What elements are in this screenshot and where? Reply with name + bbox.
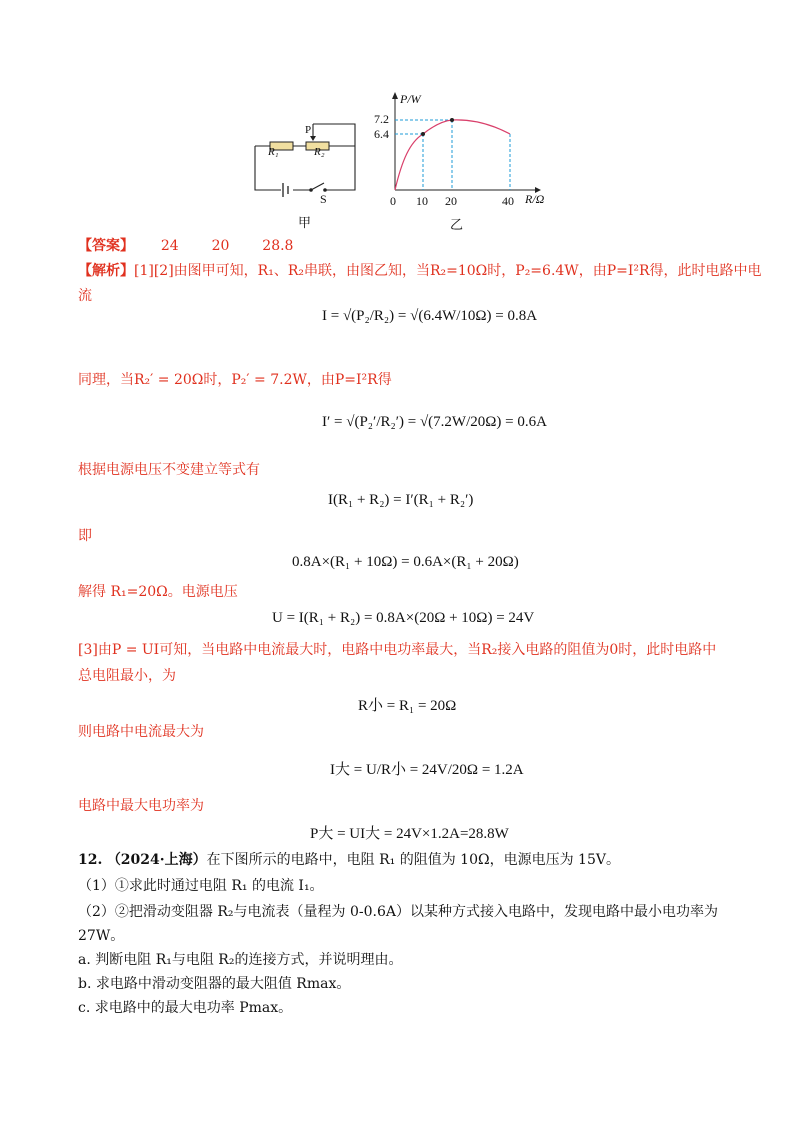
x-axis-label: R/Ω [525, 192, 545, 206]
question-source: （2024·上海） [106, 852, 207, 868]
question-number: 12. [78, 852, 103, 868]
question-12-part-2b: 27W。 [78, 928, 125, 944]
equation-8: P大 = UI大 = 24V×1.2A=28.8W [310, 826, 509, 842]
analysis-line-6: [3]由P = UI可知，当电路中电流最大时，电路中电功率最大，当R₂接入电路的阻值为0时，此时电路中 [78, 642, 717, 658]
equation-4: 0.8A×(R₁ + 10Ω) = 0.6A×(R₁ + 20Ω) [292, 554, 519, 570]
caption-jia: 甲 [298, 216, 312, 231]
analysis-line-1: 【解析】[1][2]由图甲可知，R₁、R₂串联，由图乙知，当R₂=10Ω时，P₂=6.4W，由P=I²R得，此时电路中电 [78, 263, 762, 279]
analysis-line-1b: 流 [78, 288, 92, 304]
equation-1: I = √(P₂/R₂) = √(6.4W/10Ω) = 0.8A [322, 308, 538, 324]
xtick-20: 20 [445, 194, 457, 208]
answer-label: 【答案】 [78, 238, 134, 254]
point-10 [421, 132, 425, 136]
label-s: S [320, 192, 327, 206]
slider-arrow-icon [310, 136, 316, 141]
analysis-line-5: 解得 R₁=20Ω。电源电压 [78, 584, 238, 600]
answer-row [78, 236, 293, 256]
y-axis-label: P/W [400, 92, 421, 106]
analysis-line-4: 即 [78, 528, 92, 544]
analysis-line-2: 同理，当R₂′ = 20Ω时，P₂′ = 7.2W，由P=I²R得 [78, 372, 392, 388]
y-axis-arrow-icon [392, 92, 398, 99]
question-12-part-b: b. 求电路中滑动变阻器的最大阻值 Rmax。 [78, 976, 351, 992]
label-p: P [305, 124, 312, 136]
question-12-part-1: （1）①求此时通过电阻 R₁ 的电流 I₁。 [78, 878, 324, 894]
equation-2: I′ = √(P₂′/R₂′) = √(7.2W/20Ω) = 0.6A [322, 414, 547, 430]
answer-value-3: 28.8 [262, 238, 294, 254]
equation-7: I大 = U/R小 = 24V/20Ω = 1.2A [330, 762, 524, 778]
ytick-6-4: 6.4 [374, 127, 389, 141]
analysis-label: 【解析】 [78, 263, 134, 279]
question-12-stem: 12. （2024·上海）在下图所示的电路中，电阻 R₁ 的阻值为 10Ω，电源电压为 15V。 [78, 852, 620, 868]
question-12-part-c: c. 求电路中的最大电功率 Pmax。 [78, 1000, 293, 1016]
xtick-40: 40 [502, 194, 514, 208]
caption-yi: 乙 [450, 218, 464, 233]
battery-icon [283, 183, 288, 197]
point-20 [450, 118, 454, 122]
label-r1: R₁ [268, 146, 279, 158]
equation-3: I(R₁ + R₂) = I′(R₁ + R₂′) [328, 492, 474, 508]
xtick-10: 10 [416, 194, 428, 208]
answer-value-2: 20 [211, 238, 230, 254]
label-r2: R₂ [314, 146, 325, 158]
analysis-line-8: 电路中最大电功率为 [78, 798, 204, 814]
analysis-line-7: 则电路中电流最大为 [78, 724, 204, 740]
question-12-part-a: a. 判断电阻 R₁与电阻 R₂的连接方式，并说明理由。 [78, 952, 403, 968]
answer-value-1: 24 [160, 238, 179, 254]
switch-icon [311, 183, 324, 190]
ytick-7-2: 7.2 [374, 112, 389, 126]
question-12-part-2: （2）②把滑动变阻器 R₂与电流表（量程为 0-0.6A）以某种方式接入电路中，发现电路中最小电功率为 [78, 904, 718, 920]
equation-6: R小 = R₁ = 20Ω [358, 698, 457, 714]
analysis-line-3: 根据电源电压不变建立等式有 [78, 462, 260, 478]
xtick-0: 0 [390, 194, 396, 208]
analysis-line-6b: 总电阻最小，为 [78, 668, 176, 684]
equation-5: U = I(R₁ + R₂) = 0.8A×(20Ω + 10Ω) = 24V [272, 610, 535, 626]
